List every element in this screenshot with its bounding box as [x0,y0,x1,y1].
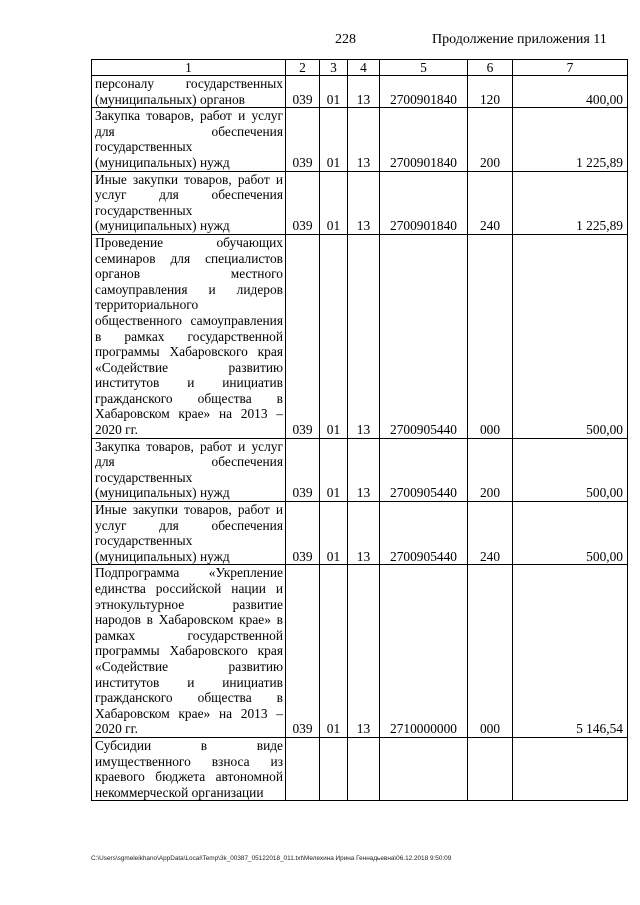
row-section-cell: 01 [320,565,348,738]
row-code-cell: 039 [286,108,320,171]
row-target-code-cell: 2710000000 [380,565,468,738]
column-number: 3 [320,60,348,76]
row-name-cell: Иные закупки товаров, работ и услуг для обеспечения государственных (муниципальных) нужд [92,171,286,234]
row-amount-cell: 400,00 [513,76,628,108]
row-type-code-cell: 200 [468,108,513,171]
row-subsection-cell: 13 [348,76,380,108]
row-amount-cell: 500,00 [513,234,628,438]
row-subsection-cell: 13 [348,234,380,438]
row-name-cell: Проведение обучающих семинаров для специалистов органов местного самоуправления и лидеров территориального общественного самоуправления в рамках государственной программы Хабаровского края «Содействие развитию институтов и инициатив гражданского общества в Хабаровском крае» на 2013 – 2020 гг. [92,234,286,438]
column-number: 1 [92,60,286,76]
table-row [92,502,628,565]
row-section-cell: 01 [320,171,348,234]
row-amount-cell: 500,00 [513,438,628,501]
page-number: 228 [335,32,356,47]
table-row [92,565,628,738]
row-name-cell: Закупка товаров, работ и услуг для обеспечения государственных (муниципальных) нужд [92,108,286,171]
column-number: 7 [513,60,628,76]
row-amount-cell: 5 146,54 [513,565,628,738]
row-amount-cell [513,737,628,800]
row-subsection-cell: 13 [348,108,380,171]
row-code-cell: 039 [286,438,320,501]
row-target-code-cell: 2700901840 [380,76,468,108]
row-subsection-cell [348,737,380,800]
row-subsection-cell: 13 [348,438,380,501]
row-target-code-cell: 2700901840 [380,108,468,171]
row-type-code-cell: 120 [468,76,513,108]
row-code-cell: 039 [286,565,320,738]
row-amount-cell: 1 225,89 [513,108,628,171]
row-section-cell: 01 [320,76,348,108]
row-amount-cell: 1 225,89 [513,171,628,234]
row-target-code-cell: 2700905440 [380,502,468,565]
row-code-cell: 039 [286,171,320,234]
row-target-code-cell: 2700905440 [380,438,468,501]
table-row [92,737,628,800]
row-code-cell: 039 [286,234,320,438]
row-name-cell: персоналу государственных (муниципальных) органов [92,76,286,108]
row-target-code-cell: 2700901840 [380,171,468,234]
row-type-code-cell: 000 [468,234,513,438]
row-type-code-cell: 200 [468,438,513,501]
row-type-code-cell: 000 [468,565,513,738]
row-type-code-cell [468,737,513,800]
row-target-code-cell [380,737,468,800]
file-path-footer: C:\Users\sgmeleikhano\AppData\Local\Temp\3k_00387_05122018_011.txt\Мелехина Ирина Геннадьевна\06.12.2018 9:50:09 [91,855,452,862]
column-number: 5 [380,60,468,76]
row-code-cell: 039 [286,502,320,565]
row-name-cell: Иные закупки товаров, работ и услуг для обеспечения государственных (муниципальных) нужд [92,502,286,565]
row-code-cell: 039 [286,76,320,108]
row-code-cell [286,737,320,800]
row-section-cell: 01 [320,234,348,438]
row-name-cell: Закупка товаров, работ и услуг для обеспечения государственных (муниципальных) нужд [92,438,286,501]
row-section-cell [320,737,348,800]
table-row [92,234,628,438]
row-section-cell: 01 [320,502,348,565]
budget-table [91,59,628,801]
column-number: 2 [286,60,320,76]
row-amount-cell: 500,00 [513,502,628,565]
table-row [92,438,628,501]
row-subsection-cell: 13 [348,171,380,234]
column-number-row [92,60,628,76]
table-row [92,108,628,171]
column-number: 6 [468,60,513,76]
row-subsection-cell: 13 [348,565,380,738]
row-name-cell: Подпрограмма «Укрепление единства российской нации и этнокультурное развитие народов в Хабаровском крае» в рамках государственной программы Хабаровского края «Содействие развитию институтов и инициатив гражданского общества в Хабаровском крае» на 2013 – 2020 гг. [92,565,286,738]
row-type-code-cell: 240 [468,502,513,565]
row-section-cell: 01 [320,438,348,501]
row-target-code-cell: 2700905440 [380,234,468,438]
table-row [92,76,628,108]
table-row [92,171,628,234]
continuation-label: Продолжение приложения 11 [432,32,607,47]
row-subsection-cell: 13 [348,502,380,565]
row-type-code-cell: 240 [468,171,513,234]
column-number: 4 [348,60,380,76]
row-name-cell: Субсидии в виде имущественного взноса из краевого бюджета автономной некоммерческой организации [92,737,286,800]
row-section-cell: 01 [320,108,348,171]
